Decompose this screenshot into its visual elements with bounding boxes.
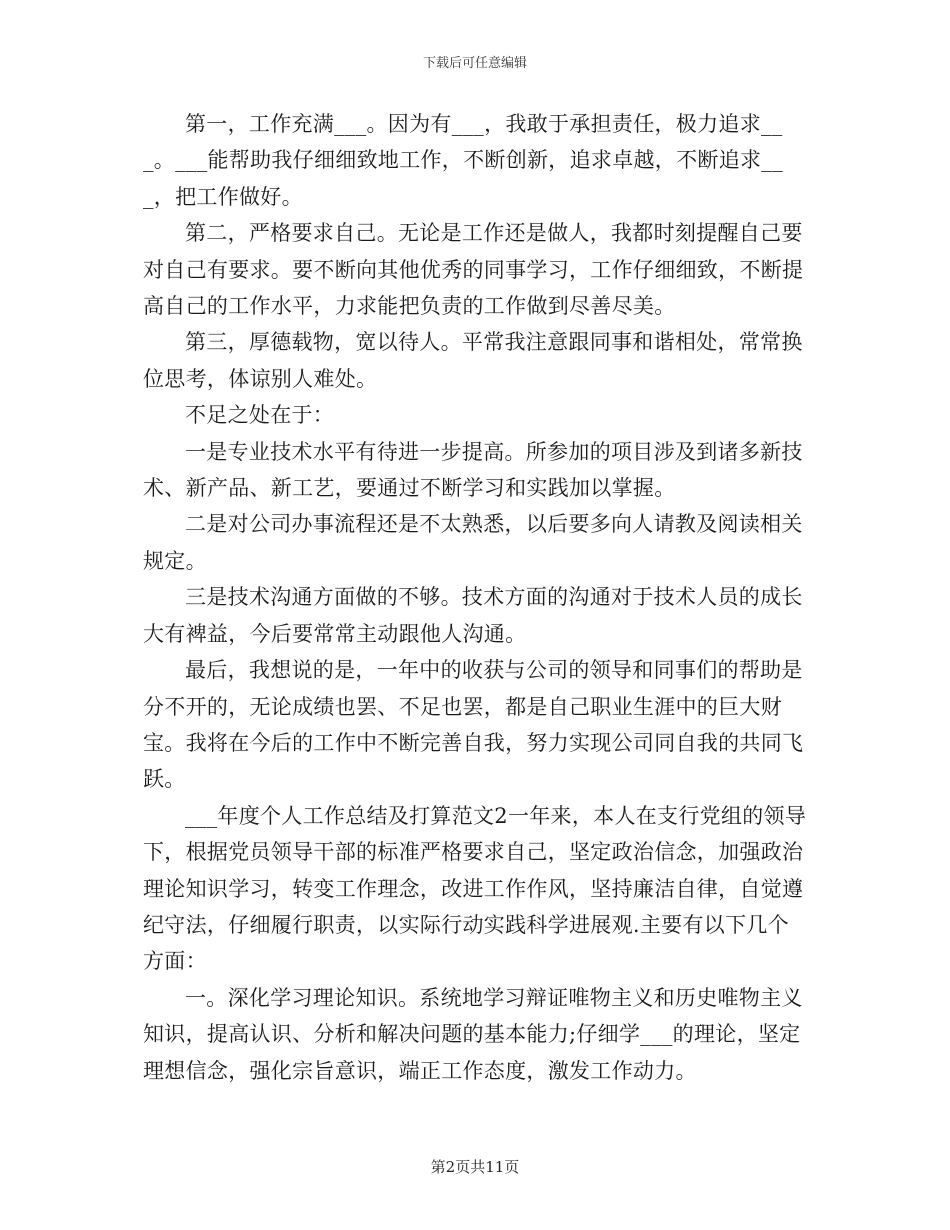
- paragraph-3: 第三，厚德载物，宽以待人。平常我注意跟同事和谐相处，常常换位思考，体谅别人难处。: [143, 330, 803, 391]
- paragraph-1: 第一，工作充满___。因为有___，我敢于承担责任，极力追求___。___能帮助我仔细细致地工作，不断创新，追求卓越，不断追求___，把工作做好。: [143, 112, 783, 209]
- page-header: 下载后可任意编辑: [422, 56, 527, 71]
- paragraph-4: 不足之处在于：: [185, 403, 335, 428]
- paragraph-9: ___年度个人工作总结及打算范文2一年来，本人在支行党组的领导下，根据党员领导干部的标准严格要求自己，坚定政治信念，加强政治理论知识学习，转变工作理念，改进工作作风，坚持廉洁自律，自觉遵纪守法，仔细履行职责，以实际行动实践科学进展观.主要有以下几个方面：: [143, 803, 807, 974]
- page-footer: 第2页共11页: [430, 1158, 520, 1176]
- document-body: [143, 106, 809, 1089]
- paragraph-8: 最后，我想说的是，一年中的收获与公司的领导和同事们的帮助是分不开的，无论成绩也罢、不足也罢，都是自己职业生涯中的巨大财宝。我将在今后的工作中不断完善自我，努力实现公司同自我的共同飞跃。: [143, 658, 804, 792]
- paragraph-6: 二是对公司办事流程还是不太熟悉，以后要多向人请教及阅读相关规定。: [143, 512, 803, 573]
- paragraph-2: 第二，严格要求自己。无论是工作还是做人，我都时刻提醒自己要对自己有要求。要不断向其他优秀的同事学习，工作仔细细致，不断提高自己的工作水平，力求能把负责的工作做到尽善尽美。: [143, 221, 804, 319]
- paragraph-7: 三是技术沟通方面做的不够。技术方面的沟通对于技术人员的成长大有裨益，今后要常常主动跟他人沟通。: [143, 585, 803, 646]
- paragraph-5: 一是专业技术水平有待进一步提高。所参加的项目涉及到诸多新技术、新产品、新工艺，要通过不断学习和实践加以掌握。: [143, 439, 803, 501]
- paragraph-10: 一。深化学习理论知识。系统地学习辩证唯物主义和历史唯物主义知识，提高认识、分析和解决问题的基本能力;仔细学___的理论，坚定理想信念，强化宗旨意识，端正工作态度，激发工作动力。: [143, 985, 803, 1083]
